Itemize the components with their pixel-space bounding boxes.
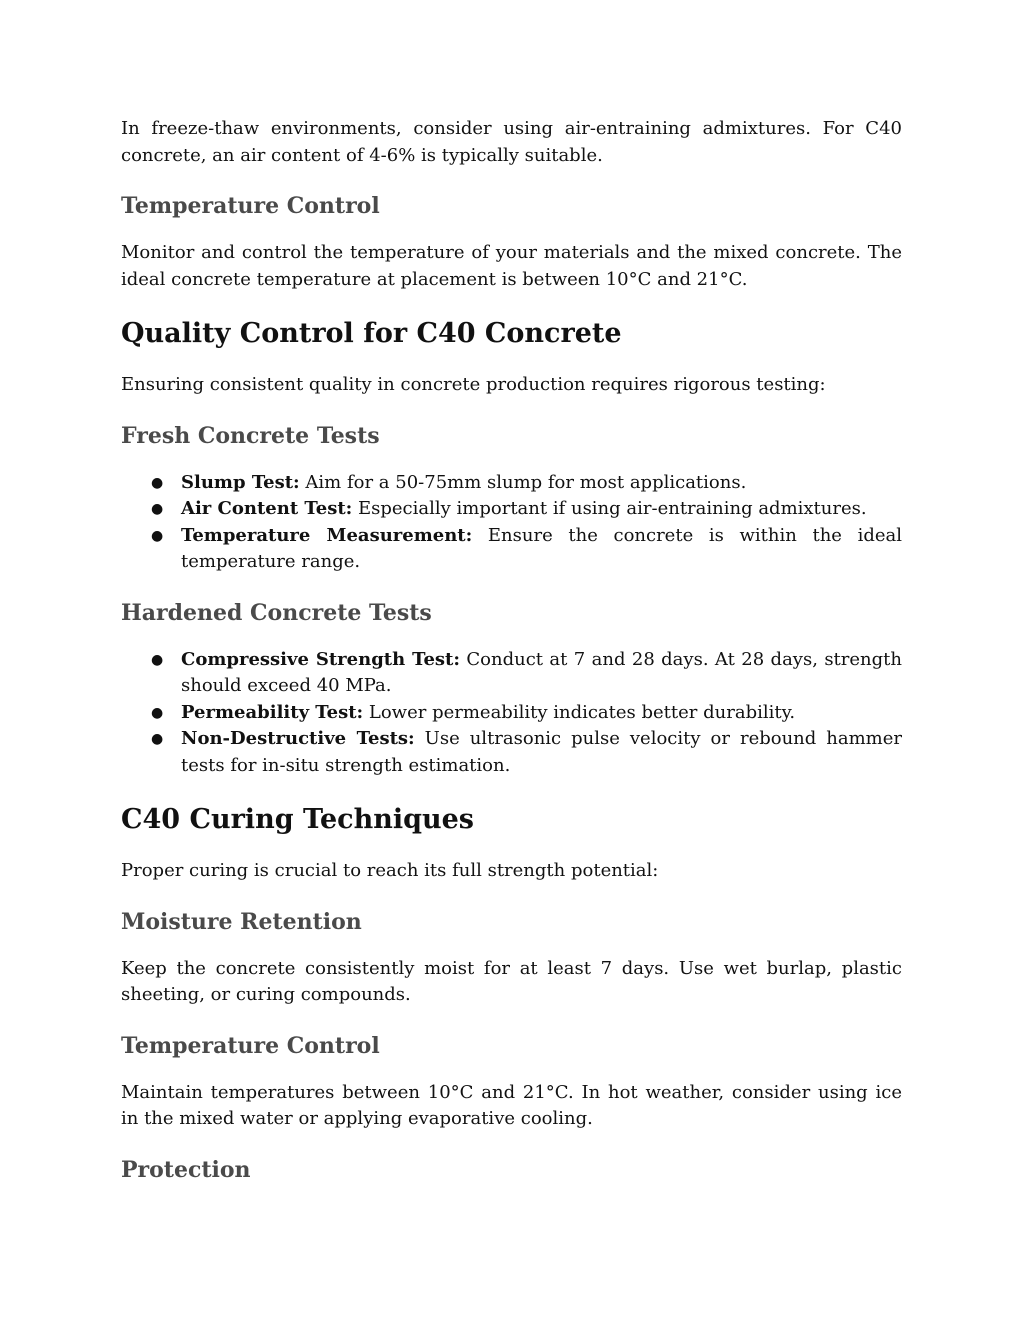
intro-paragraph: In freeze-thaw environments, consider using air-entraining admixtures. For C40 concrete, an air content of 4-6% is typically suitable. — [121, 118, 902, 166]
fresh-tests-list — [121, 470, 902, 576]
curing-intro: Proper curing is crucial to reach its full strength potential: — [121, 860, 659, 881]
bullet-icon: ● — [151, 527, 164, 544]
list-item-label: Compressive Strength Test: — [181, 648, 460, 670]
bullet-icon: ● — [151, 474, 164, 491]
list-item-text: Lower permeability indicates better durability. — [363, 701, 796, 723]
list-item — [121, 726, 902, 779]
list-item-label: Air Content Test: — [181, 498, 353, 519]
curing-temperature-heading: Temperature Control — [121, 1032, 380, 1059]
list-item-text: Ensure the concrete is within the ideal temperature range. — [181, 524, 902, 572]
bullet-icon: ● — [151, 501, 164, 517]
list-item — [121, 647, 902, 700]
list-item-label: Temperature Measurement: — [181, 524, 473, 546]
list-item — [121, 523, 902, 576]
list-item-label: Permeability Test: — [181, 701, 364, 723]
bullet-icon: ● — [151, 731, 164, 747]
bullet-icon: ● — [151, 704, 164, 721]
list-item-label: Slump Test: — [181, 471, 300, 493]
list-item — [121, 700, 902, 727]
temperature-control-heading: Temperature Control — [121, 193, 380, 219]
list-item — [121, 470, 902, 497]
list-item-text: Conduct at 7 and 28 days. At 28 days, strength should exceed 40 MPa. — [181, 648, 902, 696]
quality-control-intro: Ensuring consistent quality in concrete production requires rigorous testing: — [121, 374, 826, 395]
curing-techniques-heading: C40 Curing Techniques — [121, 804, 474, 835]
moisture-retention-heading: Moisture Retention — [121, 908, 362, 935]
quality-control-heading: Quality Control for C40 Concrete — [121, 318, 622, 349]
protection-heading: Protection — [121, 1156, 251, 1183]
document-page — [121, 116, 902, 1185]
temperature-control-body: Monitor and control the temperature of your materials and the mixed concrete. The ideal concrete temperature at placement is between 10°C and 21°C. — [121, 242, 902, 290]
list-item-text: Aim for a 50-75mm slump for most applications. — [299, 471, 747, 493]
moisture-retention-body: Keep the concrete consistently moist for at least 7 days. Use wet burlap, plastic sheeting, or curing compounds. — [121, 957, 902, 1005]
list-item — [121, 496, 902, 523]
list-item-text: Especially important if using air-entraining admixtures. — [352, 498, 867, 519]
list-item-label: Non-Destructive Tests: — [181, 728, 415, 749]
curing-temperature-body: Maintain temperatures between 10°C and 21°C. In hot weather, consider using ice in the mixed water or applying evaporative cooling. — [121, 1081, 902, 1129]
hardened-tests-heading: Hardened Concrete Tests — [121, 599, 432, 626]
bullet-icon: ● — [151, 651, 164, 668]
hardened-tests-list — [121, 647, 902, 780]
fresh-tests-heading: Fresh Concrete Tests — [121, 422, 380, 449]
list-item-text: Use ultrasonic pulse velocity or rebound hammer tests for in-situ strength estimation. — [181, 728, 902, 776]
